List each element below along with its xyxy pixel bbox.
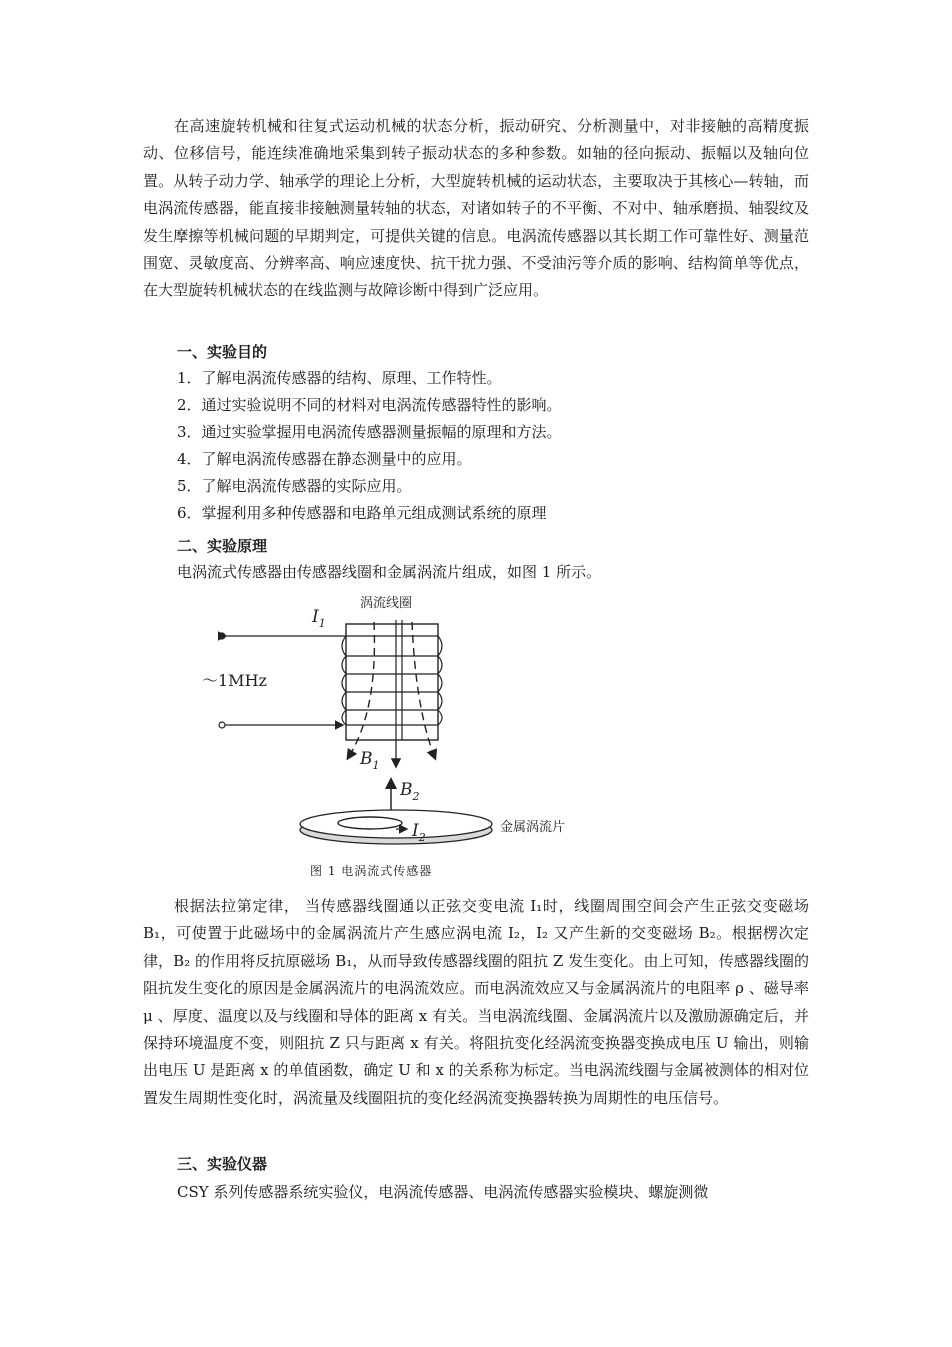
principle-paragraph: 根据法拉第定律， 当传感器线圈通以正弦交变电流 I₁时，线圈周围空间会产生正弦交变磁场 B₁，可使置于此磁场中的金属涡流片产生感应涡电流 I₂，I₂ 又产生新的交变磁场 B₂。根据楞次定律，B₂ 的作用将反抗原磁场 B₁，从而导致传感器线圈的阻抗 Z 发生变化。由上可知，传感器线圈的阻抗发生变化的原因是金属涡流片的电涡流效应。而电涡流效应又与金属涡流片的电阻率 ρ 、磁导率 μ 、厚度、温度以及与线圈和导体的距离 x 有关。当电涡流线圈、金属涡流片以及激励源确定后，并保持环境温度不变，则阻抗 Z 只与距离 x 有关。将阻抗变化经涡流变换器变换成电压 U 输出，则输出电压 U 是距离 x 的单值函数，确定 U 和 x 的关系称为标定。当电涡流线圈与金属被测体的相对位置发生周期性变化时，涡流量及线圈阻抗的变化经涡流变换器转换为周期性的电压信号。	[143, 897, 809, 1107]
coil-label: 涡流线圈	[360, 596, 413, 611]
list-item: 5．了解电涡流传感器的实际应用。	[177, 477, 412, 495]
figure-caption: 图 1 电涡流式传感器	[310, 864, 433, 878]
list-item: 3．通过实验掌握用电涡流传感器测量振幅的原理和方法。	[177, 423, 562, 441]
section-heading-instruments: 三、实验仪器	[177, 1155, 268, 1173]
list-item: 6．掌握利用多种传感器和电路单元组成测试系统的原理	[177, 504, 547, 522]
eddy-current-sensor-figure	[200, 590, 620, 855]
list-item: 1．了解电涡流传感器的结构、原理、工作特性。	[177, 369, 502, 387]
list-item: 2．通过实验说明不同的材料对电涡流传感器特性的影响。	[177, 396, 562, 414]
field-line-left	[348, 622, 374, 758]
intro-paragraph: 在高速旋转机械和往复式运动机械的状态分析，振动研究、分析测量中，对非接触的高精度振动、位移信号，能连续准确地采集到转子振动状态的多种参数。如轴的径向振动、振幅以及轴向位置。从转子动力学、轴承学的理论上分析，大型旋转机械的运动状态，主要取决于其核心—转轴，而电涡流传感器，能直接非接触测量转轴的状态，对诸如转子的不平衡、不对中、轴承磨损、轴裂纹及发生摩擦等机械问题的早期判定，可提供关键的信息。电涡流传感器以其长期工作可靠性好、测量范围宽、灵敏度高、分辨率高、响应速度快、抗干扰力强、不受油污等介质的影响、结构简单等优点，在大型旋转机械状态的在线监测与故障诊断中得到广泛应用。	[143, 117, 809, 300]
field-b1-label: $B_1$	[360, 749, 380, 772]
current-i2-label: $I_2$	[412, 821, 426, 844]
terminal-bottom	[219, 722, 225, 728]
figure-intro-line: 电涡流式传感器由传感器线圈和金属涡流片组成，如图 1 所示。	[177, 563, 602, 581]
terminal-top	[219, 633, 225, 639]
field-line-right	[412, 622, 435, 758]
source-frequency-label: ～1MHz	[202, 671, 267, 690]
section-heading-principle: 二、实验原理	[177, 537, 268, 555]
current-i1-label: $I_1$	[312, 607, 326, 630]
field-b2-label: $B_2$	[400, 780, 420, 803]
section-heading-purpose: 一、实验目的	[177, 343, 268, 361]
list-item: 4．了解电涡流传感器在静态测量中的应用。	[177, 450, 472, 468]
plate-label: 金属涡流片	[500, 820, 566, 835]
instruments-line: CSY 系列传感器系统实验仪，电涡流传感器、电涡流传感器实验模块、螺旋测微	[177, 1183, 709, 1201]
coil-body	[346, 624, 438, 740]
